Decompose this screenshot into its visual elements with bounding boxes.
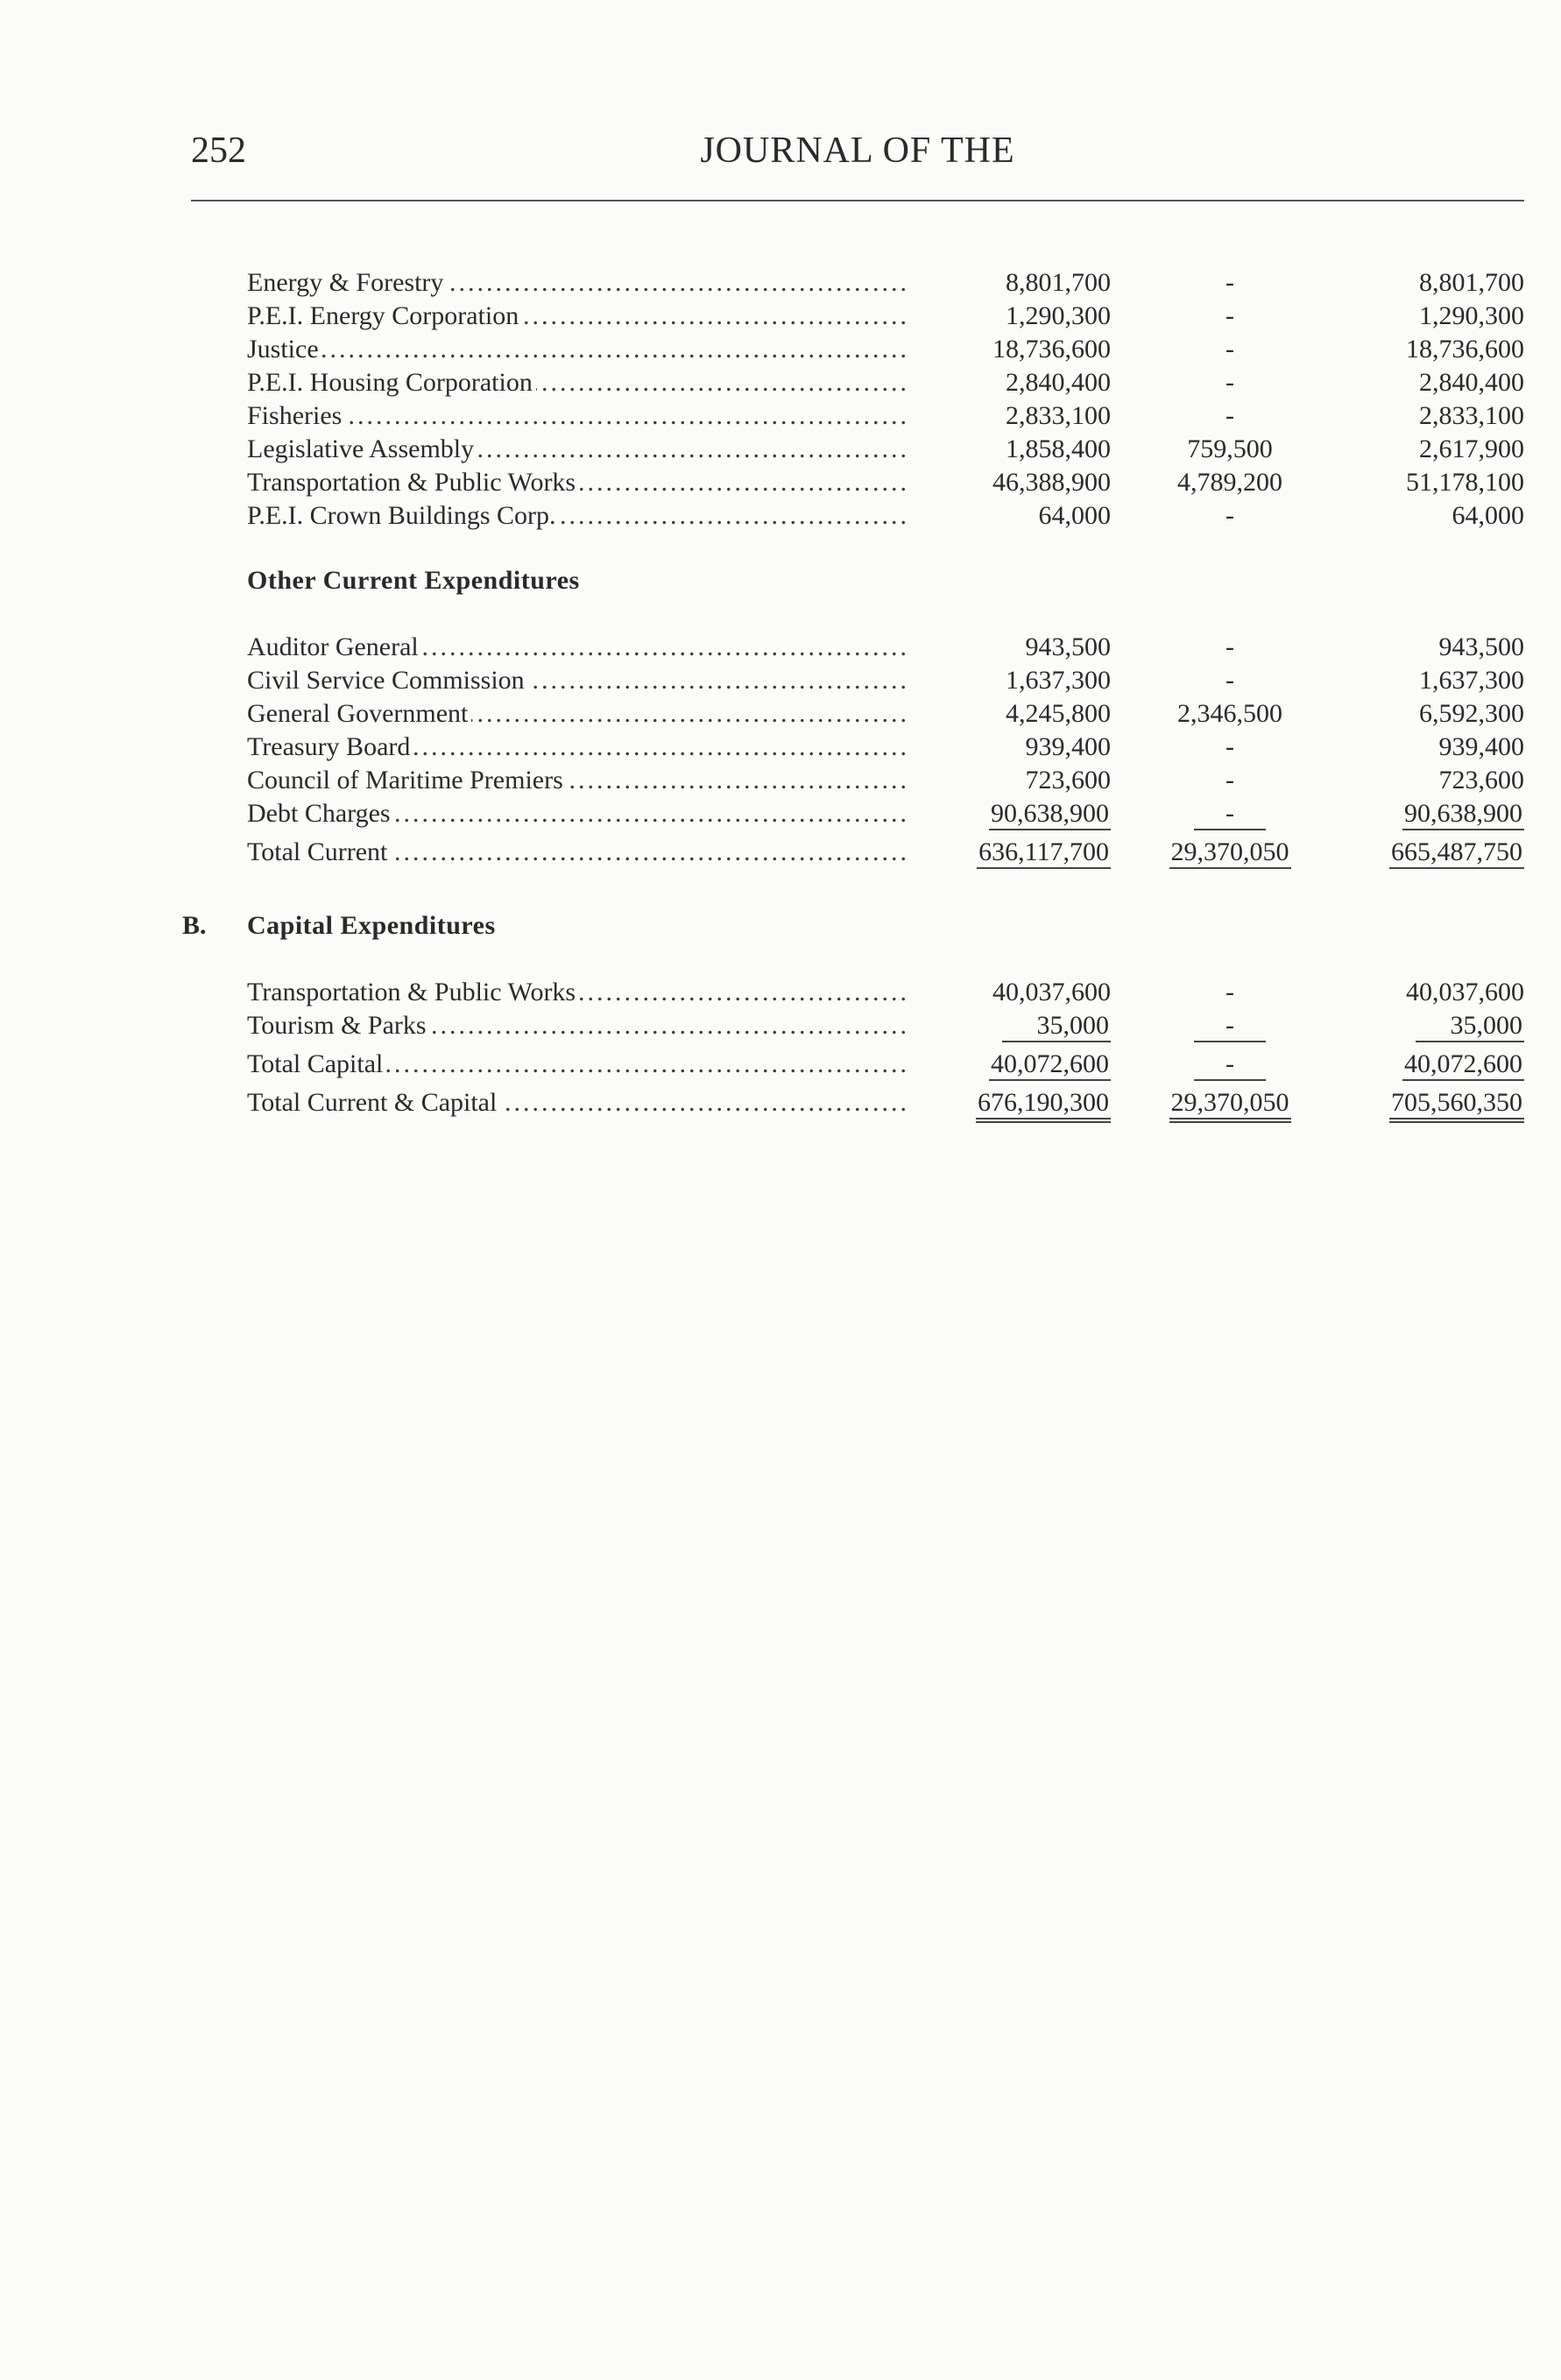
table-row <box>0 335 1561 368</box>
row-label: Total Current <box>247 837 391 866</box>
page-header <box>191 130 1524 175</box>
row-label: General Government <box>247 699 471 728</box>
row-label: P.E.I. Housing Corporation <box>247 368 536 397</box>
column-amount: 636,117,700 <box>977 837 1111 869</box>
column-amount: 943,500 <box>1025 632 1111 661</box>
total-row <box>0 837 1561 871</box>
column-amount: 18,736,600 <box>992 335 1111 364</box>
column-total: 2,833,100 <box>1419 401 1524 430</box>
column-additional: - <box>1225 501 1234 530</box>
grand-total-row <box>0 1088 1561 1121</box>
row-label: Legislative Assembly <box>247 434 477 463</box>
table-row <box>0 632 1561 666</box>
column-amount: 1,858,400 <box>1006 434 1111 463</box>
expenditure-table-other-current <box>0 632 1561 871</box>
column-amount: 1,637,300 <box>1006 666 1111 695</box>
column-additional: 4,789,200 <box>1177 468 1282 497</box>
row-label: Fisheries <box>247 401 345 430</box>
table-row <box>0 666 1561 699</box>
column-additional: 2,346,500 <box>1177 699 1282 728</box>
header-rule <box>191 200 1524 201</box>
column-total: 40,072,600 <box>1402 1049 1524 1081</box>
row-label: P.E.I. Energy Corporation <box>247 301 522 330</box>
column-additional: 759,500 <box>1187 434 1273 463</box>
column-additional: - <box>1225 978 1234 1006</box>
column-total: 2,617,900 <box>1419 434 1524 463</box>
column-additional: - <box>1194 1011 1266 1042</box>
column-additional: - <box>1225 368 1234 397</box>
column-amount: 8,801,700 <box>1006 268 1111 297</box>
row-label: Transportation & Public Works <box>247 978 579 1006</box>
column-total: 90,638,900 <box>1402 799 1524 830</box>
column-additional: - <box>1225 401 1234 430</box>
column-total: 939,400 <box>1438 732 1524 761</box>
column-amount: 1,290,300 <box>1006 301 1111 330</box>
page-number: 252 <box>191 131 246 171</box>
row-label: Council of Maritime Premiers <box>247 766 567 795</box>
journal-title: JOURNAL OF THE <box>700 131 1015 171</box>
column-total: 665,487,750 <box>1389 837 1524 869</box>
column-total: 1,290,300 <box>1419 301 1524 330</box>
column-total: 723,600 <box>1438 766 1524 795</box>
column-amount: 2,840,400 <box>1006 368 1111 397</box>
column-additional: - <box>1194 1049 1266 1081</box>
column-total: 8,801,700 <box>1419 268 1524 297</box>
table-row <box>0 301 1561 335</box>
row-label: Auditor General <box>247 632 422 661</box>
column-additional: - <box>1225 301 1234 330</box>
column-total: 1,637,300 <box>1419 666 1524 695</box>
column-total: 6,592,300 <box>1419 699 1524 728</box>
table-row <box>0 468 1561 501</box>
column-total: 51,178,100 <box>1406 468 1524 497</box>
column-amount: 723,600 <box>1025 766 1111 795</box>
column-amount: 90,638,900 <box>989 799 1111 830</box>
table-row <box>0 434 1561 468</box>
section-letter: B. <box>182 911 207 940</box>
table-row <box>0 732 1561 766</box>
column-additional: 29,370,050 <box>1169 1088 1291 1123</box>
row-label: Debt Charges <box>247 799 394 828</box>
row-label: Treasury Board <box>247 732 413 761</box>
column-additional: - <box>1225 666 1234 695</box>
column-additional: - <box>1225 268 1234 297</box>
section-heading-capital: Capital Expenditures <box>247 911 496 940</box>
row-label: Total Capital <box>247 1049 386 1078</box>
column-additional: - <box>1194 799 1266 830</box>
column-additional: - <box>1225 335 1234 364</box>
column-additional: - <box>1225 632 1234 661</box>
column-amount: 46,388,900 <box>992 468 1111 497</box>
column-total: 40,037,600 <box>1406 978 1524 1006</box>
column-total: 943,500 <box>1438 632 1524 661</box>
column-additional: - <box>1225 732 1234 761</box>
expenditure-table-group-1 <box>0 268 1561 534</box>
column-amount: 939,400 <box>1025 732 1111 761</box>
column-additional: 29,370,050 <box>1169 837 1291 869</box>
section-heading-other-current: Other Current Expenditures <box>247 566 580 595</box>
total-row <box>0 1049 1561 1083</box>
row-label: P.E.I. Crown Buildings Corp. <box>247 501 560 530</box>
table-row <box>0 1011 1561 1044</box>
column-amount: 64,000 <box>1038 501 1111 530</box>
column-total: 18,736,600 <box>1406 335 1524 364</box>
table-row <box>0 368 1561 401</box>
column-total: 2,840,400 <box>1419 368 1524 397</box>
table-row <box>0 699 1561 732</box>
table-row <box>0 978 1561 1011</box>
row-label: Total Current & Capital <box>247 1088 500 1117</box>
column-amount: 40,037,600 <box>992 978 1111 1006</box>
column-total: 35,000 <box>1416 1011 1525 1042</box>
row-label: Civil Service Commission <box>247 666 528 695</box>
column-total: 705,560,350 <box>1389 1088 1524 1123</box>
column-additional: - <box>1225 766 1234 795</box>
table-row <box>0 799 1561 832</box>
table-row <box>0 401 1561 434</box>
row-label: Energy & Forestry <box>247 268 447 297</box>
table-row <box>0 766 1561 799</box>
row-label: Tourism & Parks <box>247 1011 430 1040</box>
column-amount: 4,245,800 <box>1006 699 1111 728</box>
table-row <box>0 501 1561 534</box>
row-label: Justice <box>247 335 322 364</box>
table-row <box>0 268 1561 301</box>
column-amount: 2,833,100 <box>1006 401 1111 430</box>
row-label: Transportation & Public Works <box>247 468 579 497</box>
column-total: 64,000 <box>1452 501 1524 530</box>
column-amount: 676,190,300 <box>976 1088 1111 1123</box>
expenditure-table-capital <box>0 978 1561 1121</box>
column-amount: 35,000 <box>1002 1011 1112 1042</box>
column-amount: 40,072,600 <box>989 1049 1111 1081</box>
